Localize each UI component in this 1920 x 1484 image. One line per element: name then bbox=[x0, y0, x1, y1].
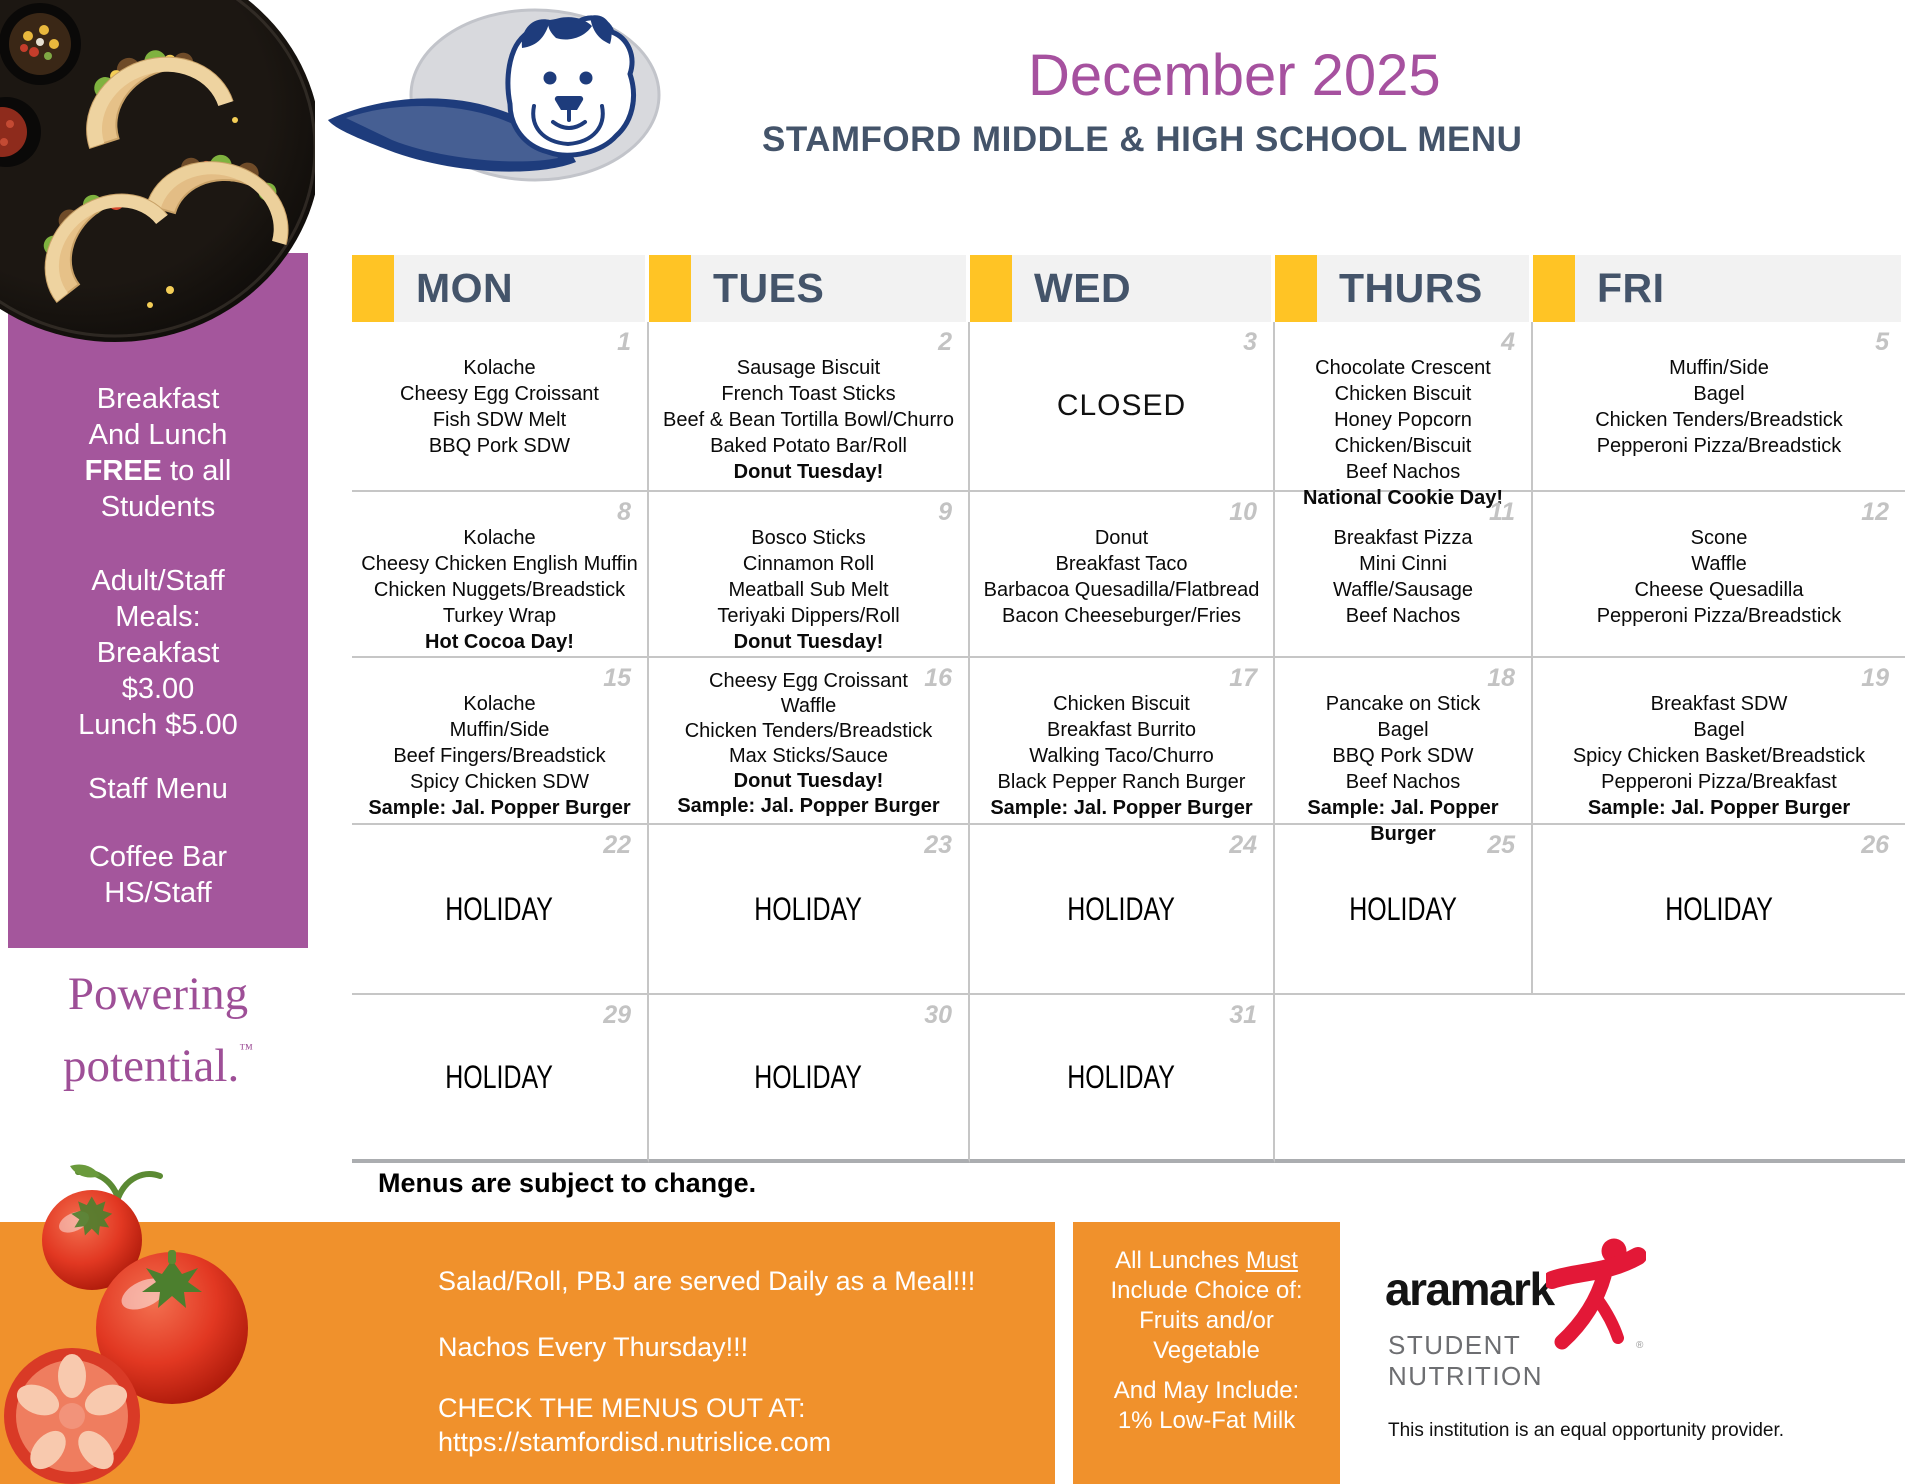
menu-item: Waffle/Sausage bbox=[1332, 579, 1474, 601]
date-number: 11 bbox=[1489, 498, 1515, 526]
cell-content bbox=[970, 995, 1273, 1159]
sidebar-line bbox=[8, 875, 308, 911]
day-header-label: THURS bbox=[1339, 265, 1483, 311]
header-accent-square-icon bbox=[649, 255, 691, 322]
tomatoes-photo bbox=[0, 1158, 285, 1484]
holiday-label: HOLIDAY bbox=[1067, 1059, 1176, 1095]
menu-item: Donut Tuesday! bbox=[733, 770, 884, 792]
menu-item: Walking Taco/Churro bbox=[1029, 745, 1214, 767]
menu-item: Meatball Sub Melt bbox=[728, 579, 889, 601]
holiday-label: HOLIDAY bbox=[1349, 891, 1457, 927]
menu-item: Mini Cinni bbox=[1359, 553, 1447, 575]
date-number: 30 bbox=[924, 1001, 952, 1029]
text-segment: Fruits and/or bbox=[1139, 1307, 1274, 1334]
date-number: 15 bbox=[603, 664, 631, 692]
cell-content bbox=[970, 825, 1273, 993]
header-accent-square-icon bbox=[1533, 255, 1575, 322]
menu-item: Bagel bbox=[1377, 719, 1429, 741]
menu-item: Donut bbox=[1094, 527, 1149, 549]
cell-content bbox=[649, 995, 968, 1159]
sidebar-line bbox=[8, 381, 308, 417]
registered-symbol: ® bbox=[1636, 1340, 1644, 1351]
date-number: 16 bbox=[924, 664, 952, 692]
calendar-cell-26 bbox=[1533, 825, 1905, 995]
text-segment: Adult/Staff bbox=[91, 565, 225, 597]
menu-item: Sample: Jal. Popper Burger bbox=[1307, 797, 1499, 845]
sidebar-line bbox=[8, 635, 308, 671]
sidebar-line bbox=[8, 417, 308, 453]
text-segment: CHECK THE MENUS OUT AT: bbox=[438, 1393, 806, 1423]
holiday-label: HOLIDAY bbox=[445, 1059, 554, 1095]
menu-item: Honey Popcorn Chicken/Biscuit bbox=[1334, 409, 1472, 457]
cell-content bbox=[970, 691, 1273, 821]
menu-item: Black Pepper Ranch Burger bbox=[997, 771, 1246, 793]
calendar-cell-4 bbox=[1275, 322, 1533, 509]
date-number: 18 bbox=[1487, 664, 1515, 692]
footer-left-line bbox=[438, 1425, 975, 1459]
calendar-cell-17 bbox=[970, 658, 1275, 825]
month-title: December 2025 bbox=[1028, 43, 1441, 108]
date-number: 1 bbox=[617, 328, 631, 356]
header-accent-square-icon bbox=[970, 255, 1012, 322]
tacos-photo bbox=[0, 0, 315, 350]
footer-middle-line bbox=[1073, 1276, 1340, 1306]
footer-middle-line bbox=[1073, 1336, 1340, 1366]
sidebar-line bbox=[8, 599, 308, 635]
calendar-cell-2 bbox=[649, 322, 970, 492]
holiday-label: HOLIDAY bbox=[1067, 891, 1176, 927]
date-number: 4 bbox=[1501, 328, 1515, 356]
menu-item: Pancake on Stick bbox=[1325, 693, 1481, 715]
date-number: 5 bbox=[1875, 328, 1889, 356]
calendar-cell-1 bbox=[352, 322, 649, 492]
calendar-cell-3 bbox=[970, 322, 1275, 492]
text-segment: to all bbox=[162, 455, 232, 487]
menu-item: Turkey Wrap bbox=[442, 605, 557, 627]
date-number: 24 bbox=[1229, 831, 1257, 859]
trademark-symbol: ™ bbox=[239, 1042, 253, 1057]
closed-label: CLOSED bbox=[1056, 389, 1187, 422]
text-segment: Salad/Roll, PBJ are served Daily as a Meal!!! bbox=[438, 1266, 976, 1296]
cell-content bbox=[1275, 525, 1531, 629]
holiday-label: HOLIDAY bbox=[754, 891, 863, 927]
menu-item: National Cookie Day! bbox=[1302, 487, 1504, 509]
cell-content bbox=[1533, 691, 1905, 821]
cell-content bbox=[352, 995, 647, 1159]
date-number: 23 bbox=[924, 831, 952, 859]
cell-content bbox=[352, 825, 647, 993]
equal-opportunity-note: This institution is an equal opportunity provider. bbox=[1388, 1420, 1785, 1441]
menu-item: Sample: Jal. Popper Burger bbox=[990, 797, 1253, 819]
menu-item: Chicken Tenders/Breadstick bbox=[684, 720, 933, 742]
holiday-label: HOLIDAY bbox=[1665, 891, 1773, 927]
footer-lunch-requirements-box bbox=[1073, 1222, 1340, 1484]
cell-content bbox=[1275, 691, 1531, 847]
day-header-label: MON bbox=[416, 265, 514, 311]
menu-item: Chicken Nuggets/Breadstick bbox=[373, 579, 626, 601]
date-number: 31 bbox=[1229, 1001, 1257, 1029]
text-segment: FREE bbox=[84, 455, 162, 487]
calendar-cell-16 bbox=[649, 658, 970, 825]
menu-item: Breakfast SDW bbox=[1650, 693, 1788, 715]
menu-item: Chicken Tenders/Breadstick bbox=[1595, 409, 1843, 431]
menu-item: Max Sticks/Sauce bbox=[729, 745, 888, 767]
calendar-cell-empty bbox=[1275, 995, 1533, 1163]
text-segment: Must bbox=[1245, 1247, 1298, 1274]
menu-item: Cheesy Egg Croissant bbox=[400, 383, 599, 405]
date-number: 26 bbox=[1861, 831, 1889, 859]
holiday-label: HOLIDAY bbox=[754, 1059, 863, 1095]
text-segment: All Lunches bbox=[1115, 1247, 1246, 1274]
cell-content bbox=[1533, 355, 1905, 459]
text-segment: And May Include: bbox=[1113, 1377, 1300, 1404]
menu-item: Bagel bbox=[1693, 719, 1745, 741]
text-segment: Coffee Bar bbox=[88, 841, 228, 873]
menu-item: Donut Tuesday! bbox=[733, 461, 884, 483]
text-segment: HS/Staff bbox=[104, 877, 212, 909]
footer-left-text bbox=[438, 1264, 975, 1459]
menu-item: Beef Fingers/Breadstick bbox=[393, 745, 606, 767]
menu-item: Beef & Bean Tortilla Bowl/Churro bbox=[663, 409, 954, 431]
menu-item: Scone bbox=[1690, 527, 1748, 549]
menu-item: Beef Nachos bbox=[1345, 605, 1461, 627]
calendar-cell-10 bbox=[970, 492, 1275, 658]
menu-item: Spicy Chicken SDW bbox=[410, 771, 589, 793]
day-header-mon bbox=[352, 255, 645, 322]
sidebar-block bbox=[8, 563, 308, 743]
text-segment: Breakfast bbox=[96, 383, 220, 415]
calendar-cell-12 bbox=[1533, 492, 1905, 658]
school-title: STAMFORD MIDDLE & HIGH SCHOOL MENU bbox=[762, 120, 1523, 159]
calendar-cell-5 bbox=[1533, 322, 1905, 492]
day-header-fri bbox=[1533, 255, 1901, 322]
menu-item: Pepperoni Pizza/Breakfast bbox=[1601, 771, 1837, 793]
cell-content bbox=[649, 669, 968, 819]
menu-item: Chicken Biscuit bbox=[1334, 383, 1472, 405]
menu-item: Kolache bbox=[463, 357, 536, 379]
text-segment: $3.00 bbox=[121, 673, 195, 705]
footer-middle-line bbox=[1073, 1246, 1340, 1276]
footer-left-line bbox=[438, 1391, 975, 1425]
menu-item: BBQ Pork SDW bbox=[428, 435, 571, 457]
text-segment: Staff Menu bbox=[88, 773, 228, 805]
cell-content bbox=[352, 525, 647, 655]
cell-content bbox=[352, 355, 647, 459]
menu-item: Teriyaki Dippers/Roll bbox=[717, 605, 900, 627]
date-number: 19 bbox=[1861, 664, 1889, 692]
menu-item: Waffle bbox=[1691, 553, 1747, 575]
menu-item: Muffin/Side bbox=[1669, 357, 1769, 379]
calendar-header-row bbox=[352, 255, 1905, 322]
date-number: 10 bbox=[1229, 498, 1257, 526]
cell-content bbox=[1275, 825, 1531, 993]
menu-item: Sample: Jal. Popper Burger bbox=[677, 795, 940, 817]
menu-item: Chicken Biscuit bbox=[1053, 693, 1190, 715]
date-number: 8 bbox=[617, 498, 631, 526]
date-number: 22 bbox=[603, 831, 631, 859]
sidebar-line bbox=[8, 671, 308, 707]
menu-item: Cheese Quesadilla bbox=[1634, 579, 1804, 601]
footer-middle-line bbox=[1073, 1306, 1340, 1336]
calendar bbox=[352, 255, 1905, 1163]
menu-item: Breakfast Burrito bbox=[1047, 719, 1196, 741]
holiday-label: HOLIDAY bbox=[445, 891, 554, 927]
cell-content bbox=[352, 691, 647, 821]
powering-potential-tagline: Powering potential.™ bbox=[63, 968, 253, 1092]
calendar-cell-25 bbox=[1275, 825, 1533, 995]
menu-item: Sausage Biscuit bbox=[736, 357, 881, 379]
menu-item: Donut Tuesday! bbox=[733, 631, 884, 653]
text-segment: Include Choice of: bbox=[1110, 1277, 1303, 1304]
cell-content bbox=[1275, 355, 1531, 511]
footer-left-line bbox=[438, 1330, 975, 1364]
day-header-thurs bbox=[1275, 255, 1529, 322]
menu-item: Breakfast Taco bbox=[1055, 553, 1188, 575]
header-accent-square-icon bbox=[352, 255, 394, 322]
menu-item: Bosco Sticks bbox=[751, 527, 866, 549]
calendar-grid bbox=[352, 322, 1905, 1163]
menu-item: Kolache bbox=[463, 527, 536, 549]
menu-item: Hot Cocoa Day! bbox=[425, 631, 574, 653]
cell-content bbox=[970, 525, 1273, 629]
cell-content bbox=[1533, 825, 1905, 993]
date-number: 2 bbox=[938, 328, 952, 356]
day-header-tues bbox=[649, 255, 966, 322]
menu-item: Pepperoni Pizza/Breadstick bbox=[1596, 605, 1842, 627]
date-number: 29 bbox=[603, 1001, 631, 1029]
calendar-cell-empty bbox=[1533, 995, 1905, 1163]
menu-item: Fish SDW Melt bbox=[432, 409, 567, 431]
day-header-wed bbox=[970, 255, 1271, 322]
menu-item: Beef Nachos bbox=[1345, 461, 1461, 483]
menu-url-link[interactable]: https://stamfordisd.nutrislice.com bbox=[438, 1427, 832, 1457]
text-segment: Nachos Every Thursday!!! bbox=[438, 1332, 749, 1362]
sidebar-block bbox=[8, 839, 308, 911]
sidebar-block bbox=[8, 381, 308, 525]
calendar-cell-19 bbox=[1533, 658, 1905, 825]
aramark-subtitle: STUDENT NUTRITION bbox=[1388, 1330, 1544, 1391]
sidebar-info-panel bbox=[8, 253, 308, 948]
day-header-label: FRI bbox=[1597, 265, 1665, 311]
calendar-cell-22 bbox=[352, 825, 649, 995]
aramark-starman-icon bbox=[1546, 1238, 1646, 1353]
cell-content bbox=[649, 525, 968, 655]
cell-content bbox=[649, 355, 968, 485]
menu-item: Breakfast Pizza bbox=[1333, 527, 1473, 549]
menu-item: Muffin/Side bbox=[449, 719, 550, 741]
menu-item: Bacon Cheeseburger/Fries bbox=[1001, 605, 1241, 627]
sidebar-line bbox=[8, 707, 308, 743]
date-number: 17 bbox=[1229, 664, 1257, 692]
calendar-cell-24 bbox=[970, 825, 1275, 995]
footer-middle-line bbox=[1073, 1406, 1340, 1436]
calendar-cell-15 bbox=[352, 658, 649, 825]
date-number: 25 bbox=[1487, 831, 1515, 859]
footer-middle-line bbox=[1073, 1376, 1340, 1406]
menu-item: Sample: Jal. Popper Burger bbox=[1587, 797, 1851, 819]
menu-item: Bagel bbox=[1693, 383, 1745, 405]
menu-item: Spicy Chicken Basket/Breadstick bbox=[1572, 745, 1866, 767]
day-header-label: WED bbox=[1034, 265, 1132, 311]
header-accent-square-icon bbox=[1275, 255, 1317, 322]
sidebar-line bbox=[8, 563, 308, 599]
text-segment: And Lunch bbox=[88, 419, 228, 451]
calendar-cell-31 bbox=[970, 995, 1275, 1163]
text-segment: 1% Low-Fat Milk bbox=[1117, 1407, 1296, 1434]
calendar-cell-9 bbox=[649, 492, 970, 658]
calendar-cell-8 bbox=[352, 492, 649, 658]
menu-item: Baked Potato Bar/Roll bbox=[710, 435, 907, 457]
sidebar-line bbox=[8, 489, 308, 525]
menus-subject-note: Menus are subject to change. bbox=[378, 1168, 757, 1198]
date-number: 9 bbox=[938, 498, 952, 526]
menu-item: Sample: Jal. Popper Burger bbox=[368, 797, 631, 819]
cell-content bbox=[649, 825, 968, 993]
day-header-label: TUES bbox=[713, 265, 825, 311]
menu-item: Barbacoa Quesadilla/Flatbread bbox=[983, 579, 1260, 601]
text-segment: Vegetable bbox=[1153, 1337, 1260, 1364]
sidebar-line bbox=[8, 839, 308, 875]
menu-item: Pepperoni Pizza/Breadstick bbox=[1596, 435, 1842, 457]
calendar-cell-30 bbox=[649, 995, 970, 1163]
menu-item: BBQ Pork SDW bbox=[1332, 745, 1474, 767]
calendar-cell-23 bbox=[649, 825, 970, 995]
date-number: 3 bbox=[1243, 328, 1257, 356]
text-segment: Lunch $5.00 bbox=[78, 709, 238, 741]
menu-item: Kolache bbox=[463, 693, 536, 715]
footer-left-line bbox=[438, 1264, 975, 1298]
date-number: 12 bbox=[1861, 498, 1889, 526]
menu-item: Chocolate Crescent bbox=[1315, 357, 1491, 379]
menu-item: Cinnamon Roll bbox=[742, 553, 875, 575]
bulldog-logo-icon bbox=[322, 4, 667, 184]
cell-content bbox=[1533, 525, 1905, 629]
sidebar-line bbox=[8, 771, 308, 807]
menu-item: Waffle bbox=[780, 695, 837, 717]
text-segment: Meals: bbox=[115, 601, 201, 633]
aramark-wordmark: aramark bbox=[1385, 1263, 1554, 1315]
menu-item: French Toast Sticks bbox=[721, 383, 896, 405]
calendar-cell-11 bbox=[1275, 492, 1533, 658]
text-segment: Students bbox=[100, 491, 216, 523]
menu-item: Cheesy Egg Croissant bbox=[709, 670, 908, 692]
menu-item: Cheesy Chicken English Muffin bbox=[361, 553, 638, 575]
sidebar-block bbox=[8, 771, 308, 807]
text-segment: Breakfast bbox=[96, 637, 220, 669]
cell-content bbox=[970, 322, 1273, 490]
calendar-cell-29 bbox=[352, 995, 649, 1163]
sidebar-line bbox=[8, 453, 308, 489]
menu-item: Beef Nachos bbox=[1345, 771, 1461, 793]
